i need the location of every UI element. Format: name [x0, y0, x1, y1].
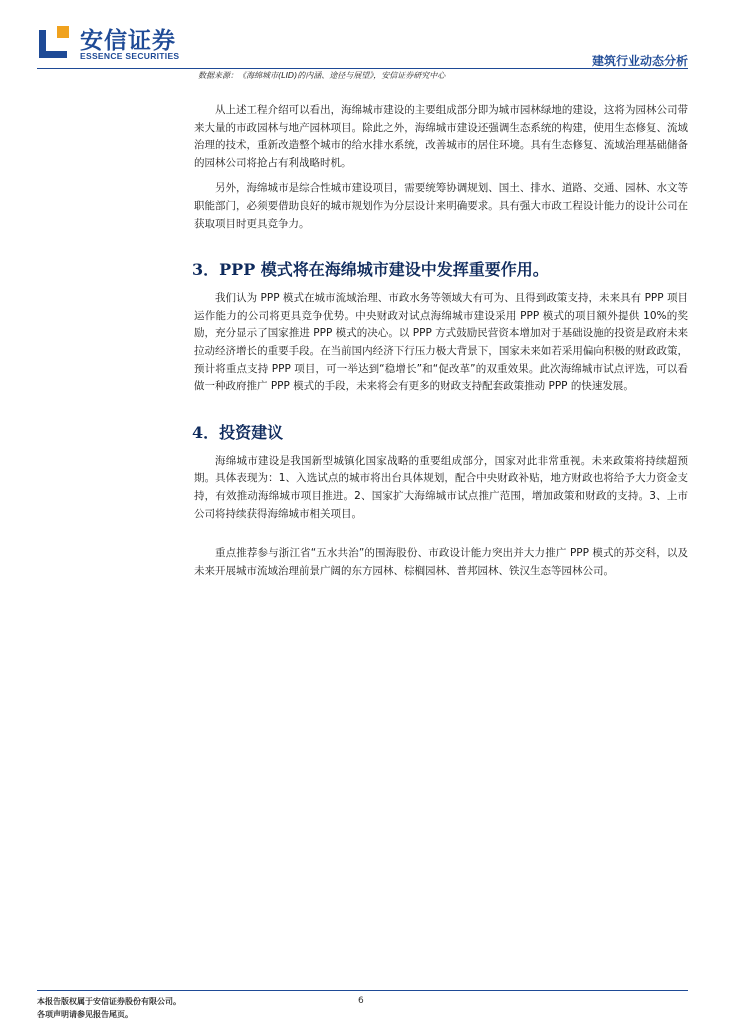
body-paragraph: 从上述工程介绍可以看出，海绵城市建设的主要组成部分即为城市园林绿地的建设，这将为园林公司带来大量的市政园林与地产园林项目。除此之外，海绵城市建设还强调生态系统的构建，使用生态修复、流域治理的技术，重新改造整个城市的给水排水系统，改善城市的居住环境。具有生态修复、流域治理基础储备的园林公司将抢占有利战略时机。: [194, 104, 688, 169]
body-paragraph: 我们认为 PPP 模式在城市流域治理、市政水务等领域大有可为、且得到政策支持，未来具有 PPP 项目运作能力的公司将更具竞争优势。中央财政对试点海绵城市建设采用 PPP 模式的项目额外提供 10%的奖励，充分显示了国家推进 PPP 模式的决心。以 PPP 方式鼓励民营资本增加对于基础设施的投资是政府未来拉动经济增长的重要手段。在当前国内经济下行压力极大背景下，国家未来如若采用偏向积极的财政政策，预计将重点支持 PPP 项目，可一举达到“稳增长”和“促改革”的双重效果。此次海绵城市试点评选，可以看做一种政府推广 PPP 模式的手段，未来将会有更多的财政支持配套政策推动 PPP 的快速发展。: [194, 292, 688, 393]
disclaimer-notice: 各项声明请参见报告尾页。: [37, 1010, 133, 1019]
report-body: [194, 102, 688, 580]
header-divider: [37, 68, 688, 69]
footer-notice: [37, 995, 181, 1021]
copyright-notice: 本报告版权属于安信证券股份有限公司。: [37, 997, 181, 1006]
brand-name-en: ESSENCE SECURITIES: [80, 51, 180, 61]
recommendation-paragraph: 重点推荐参与浙江省“五水共治”的围海股份、市政设计能力突出并大力推广 PPP 模式的苏交科，以及未来开展城市流域治理前景广阔的东方园林、棕榈园林、普邦园林、铁汉生态等园林公司。: [194, 547, 688, 577]
data-source-note: 数据来源：《海绵城市(LID)的内涵、途径与展望》，安信证券研究中心: [198, 71, 446, 80]
essence-logo-icon: [37, 24, 71, 60]
page-number: 6: [358, 996, 364, 1006]
body-paragraph: 另外，海绵城市是综合性城市建设项目，需要统筹协调规划、国土、排水、道路、交通、园林、水文等职能部门，必须要借助良好的城市规划作为分层设计来明确要求。具有强大市政工程设计能力的设计公司在获取项目时更具竞争力。: [194, 182, 688, 230]
report-type-label: 建筑行业动态分析: [591, 54, 688, 68]
page-header: [0, 0, 730, 80]
section-heading-ppp: 3．PPP 模式将在海绵城市建设中发挥重要作用。: [192, 260, 549, 280]
section-heading-investment: 4．投资建议: [192, 422, 284, 442]
body-paragraph: 海绵城市建设是我国新型城镇化国家战略的重要组成部分，国家对此非常重视。未来政策将持续超预期。具体表现为：1、入选试点的城市将出台具体规划，配合中央财政补贴，地方财政也将给予大力资金支持，有效推动海绵城市项目推进。2、国家扩大海绵城市试点推广范围，增加政策和财政的支持。3、上市公司将持续获得海绵城市相关项目。: [194, 454, 688, 520]
footer-divider: [37, 990, 688, 991]
brand-name-cn: 安信证券: [80, 28, 176, 54]
